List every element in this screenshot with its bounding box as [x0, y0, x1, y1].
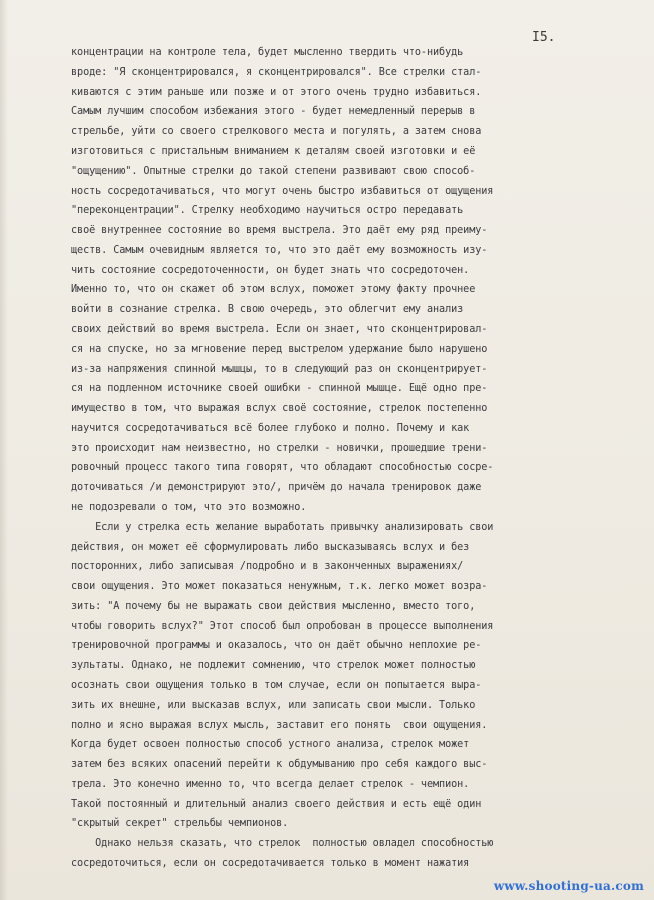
text-line: "скрытый секрет" стрельбы чемпионов.: [71, 818, 289, 830]
text-line: ность сосредотачиваться, что могут очень быстро избавиться от ощущения: [71, 185, 494, 197]
text-line: чтобы говорить вслух?" Этот способ был опробован в процессе выполнения: [71, 620, 494, 632]
text-line: зить их внешне, или высказав вслух, или записать свои мысли. Только: [71, 699, 476, 711]
text-line: ся на спуске, но за мгновение перед выстрелом удержание было нарушено: [71, 343, 488, 355]
text-line: из-за напряжения спинной мышцы, то в следующий раз он сконцентрирует-: [71, 363, 488, 375]
text-line: изготовиться с пристальным вниманием к деталям своей изготовки и её: [71, 145, 476, 157]
text-line: доточиваться /и демонстрируют это/, причём до начала тренировок даже: [71, 482, 482, 494]
watermark: www.shooting-ua.com: [493, 879, 644, 893]
text-line: чить состояние сосредоточенности, он будет знать что сосредоточен.: [71, 264, 470, 276]
text-line: киваются с этим раньше или позже и от этого очень трудно избавиться.: [71, 86, 482, 98]
text-line: это происходит нам неизвестно, но стрелки - новички, прошедшие трени-: [71, 442, 488, 454]
text-line: трела. Это конечно именно то, что всегда делает стрелок - чемпион.: [71, 778, 470, 790]
text-line: ровочный процесс такого типа говорят, что обладают способностью сосре-: [71, 462, 494, 474]
text-line: ществ. Самым очевидным является то, что это даёт ему возможность изу-: [71, 244, 488, 256]
text-line: научится сосредотачиваться всё более глубоко и полно. Почему и как: [71, 422, 470, 434]
page-edge-shadow: [0, 0, 8, 900]
text-line: Самым лучшим способом избежания этого - будет немедленный перерыв в: [71, 106, 476, 118]
text-line: зить: "А почему бы не выражать свои действия мысленно, вместо того,: [71, 600, 476, 612]
text-line: имущество в том, что выражая вслух своё состояние, стрелок постепенно: [71, 403, 488, 414]
text-line: свои ощущения. Это может показаться ненужным, т.к. легко может возра-: [71, 581, 488, 593]
text-line: Однако нельзя сказать, что стрелок полностью овладел способностью: [71, 838, 494, 850]
text-line: Именно то, что он скажет об этом вслух, поможет этому факту прочнее: [71, 284, 476, 296]
text-line: сосредоточиться, если он сосредотачивается только в момент нажатия: [71, 858, 470, 869]
text-line: осознать свои ощущения только в том случае, если он попытается выра-: [71, 680, 482, 691]
text-line: своё внутреннее состояние во время выстрела. Это даёт ему ряд преиму-: [71, 225, 488, 236]
text-line: концентрации на контроле тела, будет мысленно твердить что-нибудь: [71, 47, 464, 58]
text-line: затем без всяких опасений перейти к обдумыванию про себя каждого выс-: [71, 759, 488, 771]
text-line: войти в сознание стрелка. В свою очередь, это облегчит ему анализ: [71, 304, 464, 316]
text-line: посторонних, либо записывая /подробно и в законченных выражениях/: [71, 561, 464, 573]
text-line: зультаты. Однако, не подлежит сомнению, что стрелок может полностью: [71, 660, 476, 672]
text-line: полно и ясно выражая вслух мысль, заставит его понять свои ощущения.: [71, 719, 488, 731]
text-line: своих действий во время выстрела. Если он знает, что сконцентрировал-: [71, 323, 488, 335]
text-line: "ощущению". Опытные стрелки до такой степени развивают свою способ-: [71, 165, 476, 177]
text-line: "переконцентрации". Стрелку необходимо научиться остро передавать: [71, 205, 464, 217]
text-line: Когда будет освоен полностью способ устного анализа, стрелок может: [71, 739, 470, 751]
text-line: ся на подленном источнике своей ошибки - спинной мышце. Ещё одно пре-: [71, 383, 488, 395]
text-line: действия, он может её сформулировать либо высказываясь вслух и без: [71, 541, 470, 553]
text-line: Такой постоянный и длительный анализ своего действия и есть ещё один: [71, 798, 482, 810]
text-line: стрельбе, уйти со своего стрелкового места и погулять, а затем снова: [71, 126, 482, 138]
text-line: не подозревали о том, что это возможно.: [71, 501, 307, 513]
text-line: вроде: "Я сконцентрировался, я сконцентрировался". Все стрелки стал-: [71, 66, 482, 78]
text-line: тренировочной программы и оказалось, что он даёт обычно неплохие ре-: [71, 640, 482, 652]
text-line: Если у стрелка есть желание выработать привычку анализировать свои: [71, 521, 494, 533]
page-number: I5.: [532, 30, 556, 45]
